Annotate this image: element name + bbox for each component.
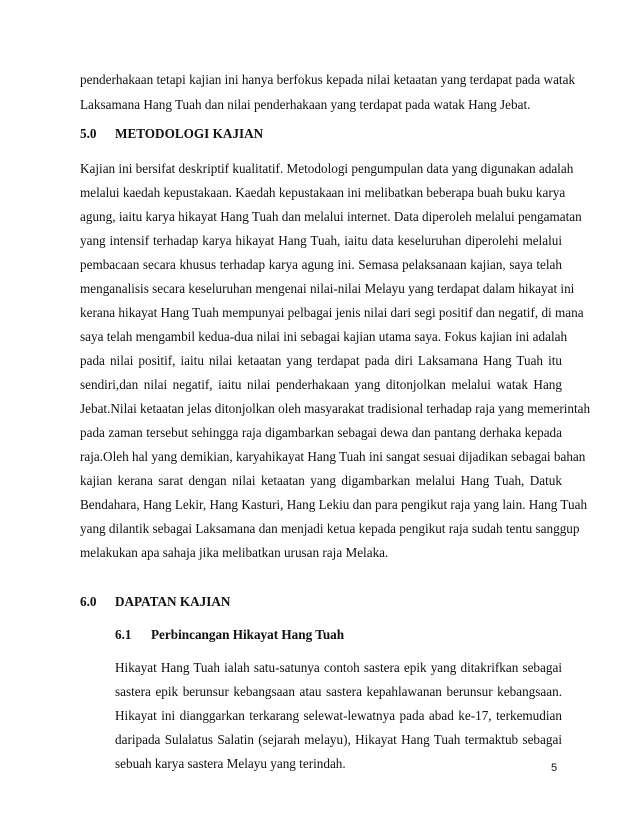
paragraph-line: melalui kaedah kepustakaan. Kaedah kepustakaan ini melibatkan beberapa buah buku karya (80, 185, 566, 200)
section-title: METODOLOGI KAJIAN (115, 126, 264, 141)
paragraph-line: Hikayat Hang Tuah ialah satu-satunya contoh sastera epik yang ditakrifkan sebagai (115, 660, 562, 675)
paragraph-line: sendiri,dan nilai negatif, iaitu nilai penderhakaan yang ditonjolkan melalui watak Hang (80, 377, 562, 392)
subsection-number: 6.1 (115, 627, 132, 642)
paragraph-line: melakukan apa sahaja jika melibatkan urusan raja Melaka. (80, 545, 389, 560)
paragraph-line: Jebat.Nilai ketaatan jelas ditonjolkan oleh masyarakat tradisional terhadap raja yang memerintah (80, 401, 591, 416)
paragraph-line: kajian kerana sarat dengan nilai ketaatan yang digambarkan melalui Hang Tuah, Datuk (80, 473, 562, 488)
paragraph-line: Hikayat ini dianggarkan terkarang selewat-lewatnya pada abad ke-17, terkemudian (115, 708, 562, 723)
paragraph-line: pembacaan secara khusus terhadap karya agung ini. Semasa pelaksanaan kajian, saya telah (80, 257, 562, 272)
paragraph-line: daripada Sulalatus Salatin (sejarah melayu), Hikayat Hang Tuah termaktub sebagai (115, 732, 562, 747)
section-title: DAPATAN KAJIAN (115, 594, 231, 609)
paragraph-line: menganalisis secara keseluruhan mengenai nilai-nilai Melayu yang terdapat dalam hikayat ini (80, 281, 575, 296)
section-number: 5.0 (80, 126, 97, 141)
paragraph-line: yang dilantik sebagai Laksamana dan menjadi ketua kepada pengikut raja sudah tentu sanggup (80, 521, 580, 536)
subsection-title: Perbincangan Hikayat Hang Tuah (151, 627, 345, 642)
paragraph-line: pada zaman tersebut sehingga raja digambarkan sebagai dewa dan pantang derhaka kepada (80, 425, 562, 440)
paragraph-line: yang intensif terhadap karya hikayat Hang Tuah, iaitu data keseluruhan diperolehi melalui (80, 233, 562, 248)
paragraph-line: Kajian ini bersifat deskriptif kualitatif. Metodologi pengumpulan data yang digunakan adalah (80, 161, 574, 176)
paragraph-line: sastera epik berunsur kebangsaan atau sastera kepahlawanan berunsur kebangsaan. (115, 684, 562, 699)
paragraph-line: sebuah karya sastera Melayu yang terindah. (115, 756, 346, 771)
paragraph-line: Bendahara, Hang Lekir, Hang Kasturi, Hang Lekiu dan para pengikut raja yang lain. Hang Tuah (80, 497, 588, 512)
paragraph-line: Laksamana Hang Tuah dan nilai penderhakaan yang terdapat pada watak Hang Jebat. (80, 97, 531, 112)
paragraph-line: agung, iaitu karya hikayat Hang Tuah dan melalui internet. Data diperoleh melalui pengamatan (80, 209, 582, 224)
page-number: 5 (551, 762, 558, 774)
paragraph-line: kerana hikayat Hang Tuah mempunyai pelbagai jenis nilai dari segi positif dan negatif, di mana (80, 305, 584, 320)
paragraph-line: saya telah mengambil kedua-dua nilai ini sebagai kajian utama saya. Fokus kajian ini adalah (80, 329, 568, 344)
paragraph-line: pada nilai positif, iaitu nilai ketaatan yang terdapat pada diri Laksamana Hang Tuah itu (80, 353, 562, 368)
paragraph-line: penderhakaan tetapi kajian ini hanya berfokus kepada nilai ketaatan yang terdapat pada watak (80, 72, 576, 87)
paragraph-line: raja.Oleh hal yang demikian, karyahikayat Hang Tuah ini sangat sesuai dijadikan sebagai bahan (80, 449, 586, 464)
section-number: 6.0 (80, 594, 97, 609)
